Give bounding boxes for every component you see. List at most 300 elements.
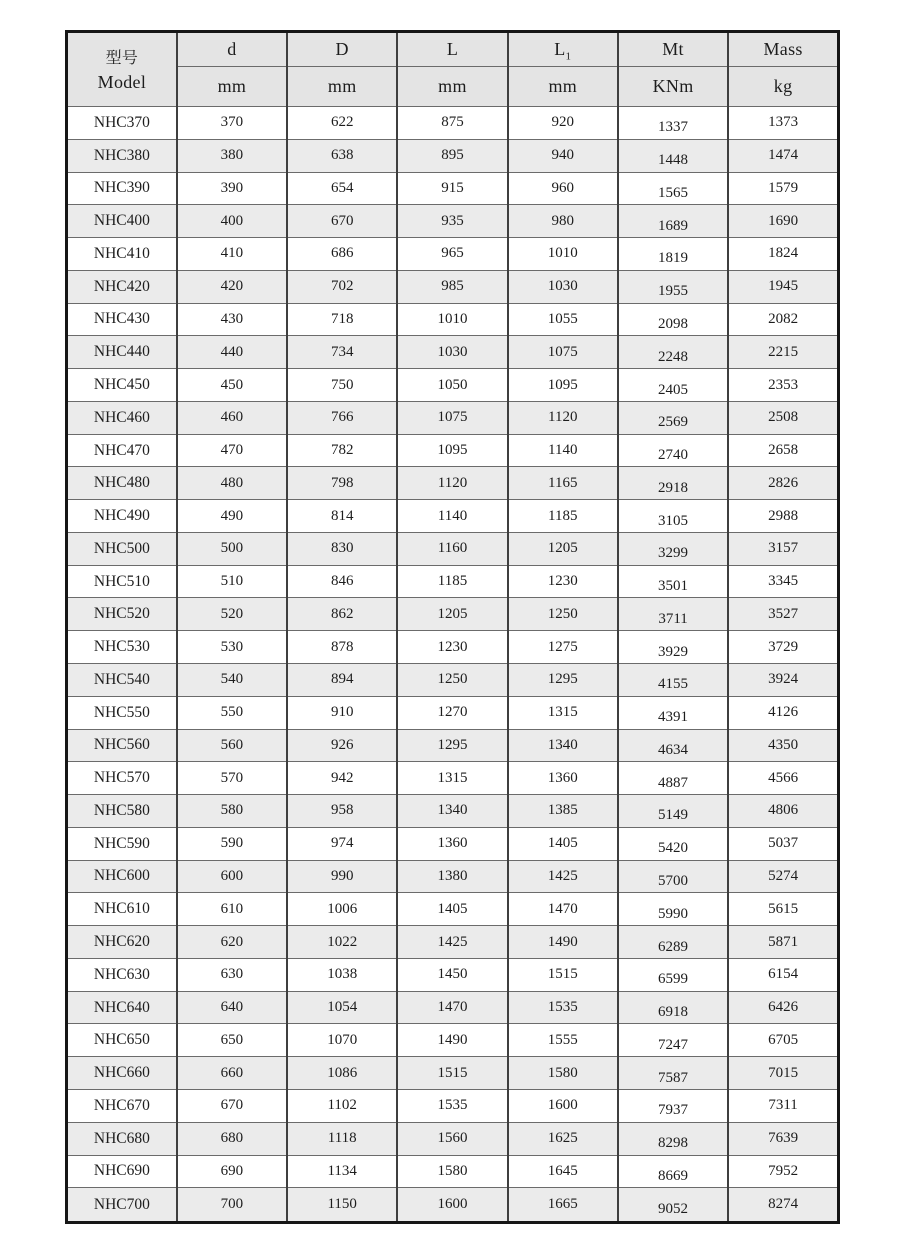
cell-value: 622 xyxy=(330,114,354,131)
col-header-Mt xyxy=(618,32,728,67)
value-cell-L1 xyxy=(508,1188,618,1223)
cell-value: 2508 xyxy=(768,409,799,426)
cell-value: 4155 xyxy=(658,676,689,693)
value-cell-Mass xyxy=(728,1024,838,1057)
cell-value: 846 xyxy=(330,573,354,590)
cell-value: 1120 xyxy=(548,409,578,426)
cell-value: 1140 xyxy=(437,507,468,524)
cell-value: 782 xyxy=(330,442,354,459)
model-cell: NHC420 xyxy=(67,270,177,303)
cell-value: 1600 xyxy=(547,1097,578,1114)
value-cell-d xyxy=(177,926,287,959)
value-cell-Mass xyxy=(728,1188,838,1223)
unit-header-D: mm xyxy=(287,67,397,107)
cell-value: 3157 xyxy=(768,540,799,557)
value-cell-Mt xyxy=(618,1155,728,1188)
value-cell-Mass xyxy=(728,107,838,140)
value-cell-L xyxy=(397,729,507,762)
value-cell-L1 xyxy=(508,631,618,664)
table-row xyxy=(67,729,839,762)
table-header xyxy=(67,32,839,107)
value-cell-L xyxy=(397,565,507,598)
cell-value: 1579 xyxy=(768,179,799,196)
value-cell-d xyxy=(177,762,287,795)
cell-value: 960 xyxy=(551,179,575,196)
col-label-sub: 1 xyxy=(565,50,572,63)
cell-value: 1205 xyxy=(547,540,578,557)
value-cell-d xyxy=(177,827,287,860)
unit-header-L: mm xyxy=(397,67,507,107)
value-cell-d xyxy=(177,664,287,697)
cell-value: 6289 xyxy=(658,938,689,955)
value-cell-d xyxy=(177,860,287,893)
value-cell-Mass xyxy=(728,205,838,238)
value-cell-L xyxy=(397,205,507,238)
col-label: Mt xyxy=(662,39,684,59)
value-cell-Mt xyxy=(618,762,728,795)
cell-value: 1580 xyxy=(547,1064,578,1081)
value-cell-D xyxy=(287,958,397,991)
cell-value: 4350 xyxy=(768,736,799,753)
cell-value: 680 xyxy=(220,1130,244,1147)
cell-value: 670 xyxy=(330,212,354,229)
cell-value: 5990 xyxy=(658,905,689,922)
cell-value: 875 xyxy=(441,114,464,131)
cell-value: 8274 xyxy=(768,1196,799,1213)
cell-value: 3711 xyxy=(658,610,688,627)
table-row xyxy=(67,762,839,795)
value-cell-L xyxy=(397,369,507,402)
value-cell-L1 xyxy=(508,565,618,598)
value-cell-L1 xyxy=(508,991,618,1024)
cell-value: 985 xyxy=(441,278,464,295)
col-label: D xyxy=(335,39,349,59)
value-cell-Mt xyxy=(618,401,728,434)
value-cell-Mt xyxy=(618,1122,728,1155)
model-cell: NHC380 xyxy=(67,139,177,172)
model-cell: NHC400 xyxy=(67,205,177,238)
table-row xyxy=(67,991,839,1024)
value-cell-L1 xyxy=(508,1089,618,1122)
cell-value: 6426 xyxy=(768,999,799,1016)
value-cell-d xyxy=(177,958,287,991)
cell-value: 530 xyxy=(220,638,244,655)
model-cell: NHC460 xyxy=(67,401,177,434)
cell-value: 2082 xyxy=(768,310,799,327)
model-cell: NHC630 xyxy=(67,958,177,991)
value-cell-Mass xyxy=(728,1089,838,1122)
value-cell-Mt xyxy=(618,958,728,991)
table-row xyxy=(67,696,839,729)
cell-value: 895 xyxy=(441,147,464,164)
cell-value: 580 xyxy=(220,802,244,819)
header-row-units xyxy=(67,67,839,107)
table-row xyxy=(67,1024,839,1057)
value-cell-D xyxy=(287,467,397,500)
value-cell-D xyxy=(287,500,397,533)
cell-value: 3501 xyxy=(658,578,689,595)
cell-value: 480 xyxy=(220,474,244,491)
table-row xyxy=(67,401,839,434)
cell-value: 5871 xyxy=(768,933,799,950)
value-cell-L1 xyxy=(508,467,618,500)
value-cell-Mass xyxy=(728,893,838,926)
value-cell-d xyxy=(177,303,287,336)
cell-value: 5420 xyxy=(658,840,689,857)
cell-value: 510 xyxy=(220,573,244,590)
value-cell-Mass xyxy=(728,139,838,172)
table-row xyxy=(67,303,839,336)
cell-value: 1600 xyxy=(437,1196,468,1213)
model-cell: NHC580 xyxy=(67,795,177,828)
cell-value: 1165 xyxy=(548,474,578,491)
value-cell-L1 xyxy=(508,762,618,795)
value-cell-D xyxy=(287,434,397,467)
value-cell-L xyxy=(397,958,507,991)
table-row xyxy=(67,631,839,664)
cell-value: 2826 xyxy=(768,474,799,491)
cell-value: 1945 xyxy=(768,278,799,295)
value-cell-Mt xyxy=(618,827,728,860)
col-label: L xyxy=(554,39,566,59)
value-cell-Mass xyxy=(728,336,838,369)
cell-value: 1470 xyxy=(437,999,468,1016)
value-cell-Mt xyxy=(618,893,728,926)
cell-value: 540 xyxy=(220,671,244,688)
table-row xyxy=(67,1057,839,1090)
cell-value: 1185 xyxy=(548,507,578,524)
cell-value: 1030 xyxy=(547,278,578,295)
value-cell-d xyxy=(177,991,287,1024)
cell-value: 5615 xyxy=(768,900,799,917)
cell-value: 9052 xyxy=(658,1201,689,1218)
model-cell: NHC650 xyxy=(67,1024,177,1057)
value-cell-Mt xyxy=(618,795,728,828)
header-row-labels xyxy=(67,32,839,67)
cell-value: 370 xyxy=(220,114,244,131)
cell-value: 8298 xyxy=(658,1135,689,1152)
value-cell-D xyxy=(287,860,397,893)
cell-value: 1474 xyxy=(768,147,799,164)
value-cell-d xyxy=(177,729,287,762)
value-cell-L xyxy=(397,139,507,172)
value-cell-L1 xyxy=(508,434,618,467)
col-header-L1 xyxy=(508,32,618,67)
cell-value: 470 xyxy=(220,442,244,459)
model-cell: NHC550 xyxy=(67,696,177,729)
model-cell: NHC500 xyxy=(67,532,177,565)
value-cell-D xyxy=(287,1188,397,1223)
cell-value: 1490 xyxy=(437,1031,468,1048)
cell-value: 420 xyxy=(220,278,244,295)
cell-value: 1038 xyxy=(327,966,358,983)
cell-value: 1625 xyxy=(547,1130,578,1147)
cell-value: 1425 xyxy=(547,867,578,884)
cell-value: 1295 xyxy=(547,671,578,688)
cell-value: 1022 xyxy=(327,933,358,950)
cell-value: 1470 xyxy=(547,900,578,917)
value-cell-d xyxy=(177,401,287,434)
cell-value: 2098 xyxy=(658,315,689,332)
cell-value: 3729 xyxy=(768,638,799,655)
cell-value: 620 xyxy=(220,933,244,950)
value-cell-Mt xyxy=(618,1024,728,1057)
spec-table xyxy=(65,30,840,1224)
value-cell-D xyxy=(287,1089,397,1122)
cell-value: 1490 xyxy=(547,933,578,950)
value-cell-L1 xyxy=(508,729,618,762)
value-cell-d xyxy=(177,434,287,467)
cell-value: 1955 xyxy=(658,283,689,300)
value-cell-L1 xyxy=(508,926,618,959)
cell-value: 610 xyxy=(220,900,244,917)
cell-value: 1340 xyxy=(547,736,578,753)
cell-value: 798 xyxy=(330,474,354,491)
cell-value: 7311 xyxy=(768,1097,798,1114)
cell-value: 1075 xyxy=(437,409,468,426)
model-cell: NHC450 xyxy=(67,369,177,402)
cell-value: 670 xyxy=(220,1097,244,1114)
value-cell-Mass xyxy=(728,664,838,697)
value-cell-L xyxy=(397,598,507,631)
value-cell-Mass xyxy=(728,795,838,828)
cell-value: 830 xyxy=(330,540,354,557)
value-cell-d xyxy=(177,532,287,565)
value-cell-L1 xyxy=(508,1057,618,1090)
cell-value: 1360 xyxy=(547,769,578,786)
cell-value: 430 xyxy=(220,310,244,327)
model-cell: NHC560 xyxy=(67,729,177,762)
cell-value: 1690 xyxy=(768,212,799,229)
cell-value: 2569 xyxy=(658,414,689,431)
unit-header-Mass: kg xyxy=(728,67,838,107)
cell-value: 4634 xyxy=(658,741,689,758)
value-cell-Mt xyxy=(618,926,728,959)
value-cell-D xyxy=(287,1122,397,1155)
model-cell: NHC520 xyxy=(67,598,177,631)
value-cell-L1 xyxy=(508,270,618,303)
value-cell-D xyxy=(287,664,397,697)
cell-value: 940 xyxy=(551,147,575,164)
cell-value: 1030 xyxy=(437,343,468,360)
cell-value: 942 xyxy=(330,769,354,786)
cell-value: 1134 xyxy=(327,1162,357,1179)
cell-value: 2658 xyxy=(768,442,799,459)
cell-value: 410 xyxy=(220,245,244,262)
model-cell: NHC370 xyxy=(67,107,177,140)
value-cell-Mass xyxy=(728,303,838,336)
value-cell-L1 xyxy=(508,795,618,828)
model-cell: NHC660 xyxy=(67,1057,177,1090)
value-cell-D xyxy=(287,926,397,959)
value-cell-Mt xyxy=(618,631,728,664)
cell-value: 862 xyxy=(330,605,354,622)
table-row xyxy=(67,1155,839,1188)
model-cell: NHC690 xyxy=(67,1155,177,1188)
cell-value: 4887 xyxy=(658,774,689,791)
value-cell-d xyxy=(177,336,287,369)
table-row xyxy=(67,532,839,565)
value-cell-Mass xyxy=(728,172,838,205)
cell-value: 1150 xyxy=(327,1196,357,1213)
model-cell: NHC530 xyxy=(67,631,177,664)
value-cell-L xyxy=(397,107,507,140)
cell-value: 7015 xyxy=(768,1064,799,1081)
value-cell-d xyxy=(177,696,287,729)
value-cell-L xyxy=(397,1089,507,1122)
cell-value: 935 xyxy=(441,212,464,229)
value-cell-L xyxy=(397,434,507,467)
value-cell-D xyxy=(287,795,397,828)
cell-value: 660 xyxy=(220,1064,244,1081)
value-cell-L xyxy=(397,1024,507,1057)
table-row xyxy=(67,172,839,205)
value-cell-L xyxy=(397,1122,507,1155)
cell-value: 1405 xyxy=(547,835,578,852)
table-row xyxy=(67,369,839,402)
value-cell-D xyxy=(287,729,397,762)
model-cell: NHC540 xyxy=(67,664,177,697)
table-row xyxy=(67,270,839,303)
cell-value: 1230 xyxy=(437,638,468,655)
value-cell-L xyxy=(397,532,507,565)
col-header-model xyxy=(67,32,177,107)
value-cell-Mass xyxy=(728,860,838,893)
value-cell-Mass xyxy=(728,500,838,533)
table-row xyxy=(67,827,839,860)
cell-value: 3105 xyxy=(658,512,689,529)
value-cell-d xyxy=(177,1155,287,1188)
table-row xyxy=(67,336,839,369)
model-cell: NHC620 xyxy=(67,926,177,959)
cell-value: 7639 xyxy=(768,1130,799,1147)
cell-value: 1230 xyxy=(547,573,578,590)
model-cell: NHC610 xyxy=(67,893,177,926)
value-cell-D xyxy=(287,991,397,1024)
value-cell-d xyxy=(177,500,287,533)
cell-value: 915 xyxy=(441,179,464,196)
model-cell: NHC510 xyxy=(67,565,177,598)
value-cell-Mt xyxy=(618,565,728,598)
value-cell-d xyxy=(177,565,287,598)
cell-value: 700 xyxy=(220,1196,244,1213)
cell-value: 2353 xyxy=(768,376,799,393)
cell-value: 1055 xyxy=(547,310,578,327)
value-cell-d xyxy=(177,795,287,828)
cell-value: 400 xyxy=(220,212,244,229)
col-header-d xyxy=(177,32,287,67)
value-cell-L1 xyxy=(508,401,618,434)
cell-value: 590 xyxy=(220,835,244,852)
value-cell-L xyxy=(397,303,507,336)
cell-value: 990 xyxy=(330,867,354,884)
value-cell-Mt xyxy=(618,991,728,1024)
cell-value: 3345 xyxy=(768,573,799,590)
model-cell: NHC480 xyxy=(67,467,177,500)
cell-value: 640 xyxy=(220,999,244,1016)
value-cell-Mass xyxy=(728,565,838,598)
value-cell-L1 xyxy=(508,205,618,238)
cell-value: 1250 xyxy=(437,671,468,688)
cell-value: 1425 xyxy=(437,933,468,950)
cell-value: 1275 xyxy=(547,638,578,655)
value-cell-d xyxy=(177,270,287,303)
cell-value: 3924 xyxy=(768,671,799,688)
value-cell-Mass xyxy=(728,958,838,991)
value-cell-L xyxy=(397,991,507,1024)
value-cell-Mt xyxy=(618,500,728,533)
cell-value: 5037 xyxy=(768,835,799,852)
value-cell-Mass xyxy=(728,1155,838,1188)
table-row xyxy=(67,467,839,500)
value-cell-L xyxy=(397,827,507,860)
value-cell-Mt xyxy=(618,532,728,565)
value-cell-Mt xyxy=(618,1089,728,1122)
cell-value: 4391 xyxy=(658,709,689,726)
cell-value: 1118 xyxy=(327,1130,357,1147)
value-cell-D xyxy=(287,1057,397,1090)
value-cell-Mt xyxy=(618,729,728,762)
value-cell-D xyxy=(287,1024,397,1057)
cell-value: 1185 xyxy=(437,573,468,590)
value-cell-D xyxy=(287,631,397,664)
col-label: Mass xyxy=(763,39,803,59)
value-cell-Mt xyxy=(618,205,728,238)
value-cell-L1 xyxy=(508,532,618,565)
cell-value: 1555 xyxy=(547,1031,578,1048)
cell-value: 1580 xyxy=(437,1162,468,1179)
value-cell-Mass xyxy=(728,762,838,795)
cell-value: 638 xyxy=(330,147,354,164)
cell-value: 878 xyxy=(330,638,354,655)
cell-value: 4126 xyxy=(768,704,799,721)
value-cell-Mt xyxy=(618,696,728,729)
value-cell-D xyxy=(287,532,397,565)
cell-value: 1380 xyxy=(437,867,468,884)
cell-value: 2988 xyxy=(768,507,799,524)
cell-value: 958 xyxy=(330,802,354,819)
value-cell-D xyxy=(287,893,397,926)
cell-value: 1340 xyxy=(437,802,468,819)
value-cell-D xyxy=(287,303,397,336)
cell-value: 980 xyxy=(551,212,575,229)
value-cell-L1 xyxy=(508,139,618,172)
value-cell-Mass xyxy=(728,696,838,729)
model-header-en: Model xyxy=(97,71,147,92)
value-cell-L1 xyxy=(508,500,618,533)
value-cell-D xyxy=(287,172,397,205)
cell-value: 1515 xyxy=(547,966,578,983)
cell-value: 1095 xyxy=(437,442,468,459)
cell-value: 1405 xyxy=(437,900,468,917)
table-row xyxy=(67,664,839,697)
value-cell-Mt xyxy=(618,336,728,369)
model-cell: NHC680 xyxy=(67,1122,177,1155)
value-cell-Mass xyxy=(728,729,838,762)
cell-value: 1095 xyxy=(547,376,578,393)
value-cell-L xyxy=(397,762,507,795)
model-cell: NHC430 xyxy=(67,303,177,336)
cell-value: 4806 xyxy=(768,802,799,819)
model-cell: NHC600 xyxy=(67,860,177,893)
value-cell-L1 xyxy=(508,1024,618,1057)
model-cell: NHC410 xyxy=(67,238,177,271)
value-cell-Mass xyxy=(728,991,838,1024)
cell-value: 1140 xyxy=(548,442,578,459)
table-row xyxy=(67,107,839,140)
cell-value: 1010 xyxy=(437,310,468,327)
value-cell-Mass xyxy=(728,401,838,434)
